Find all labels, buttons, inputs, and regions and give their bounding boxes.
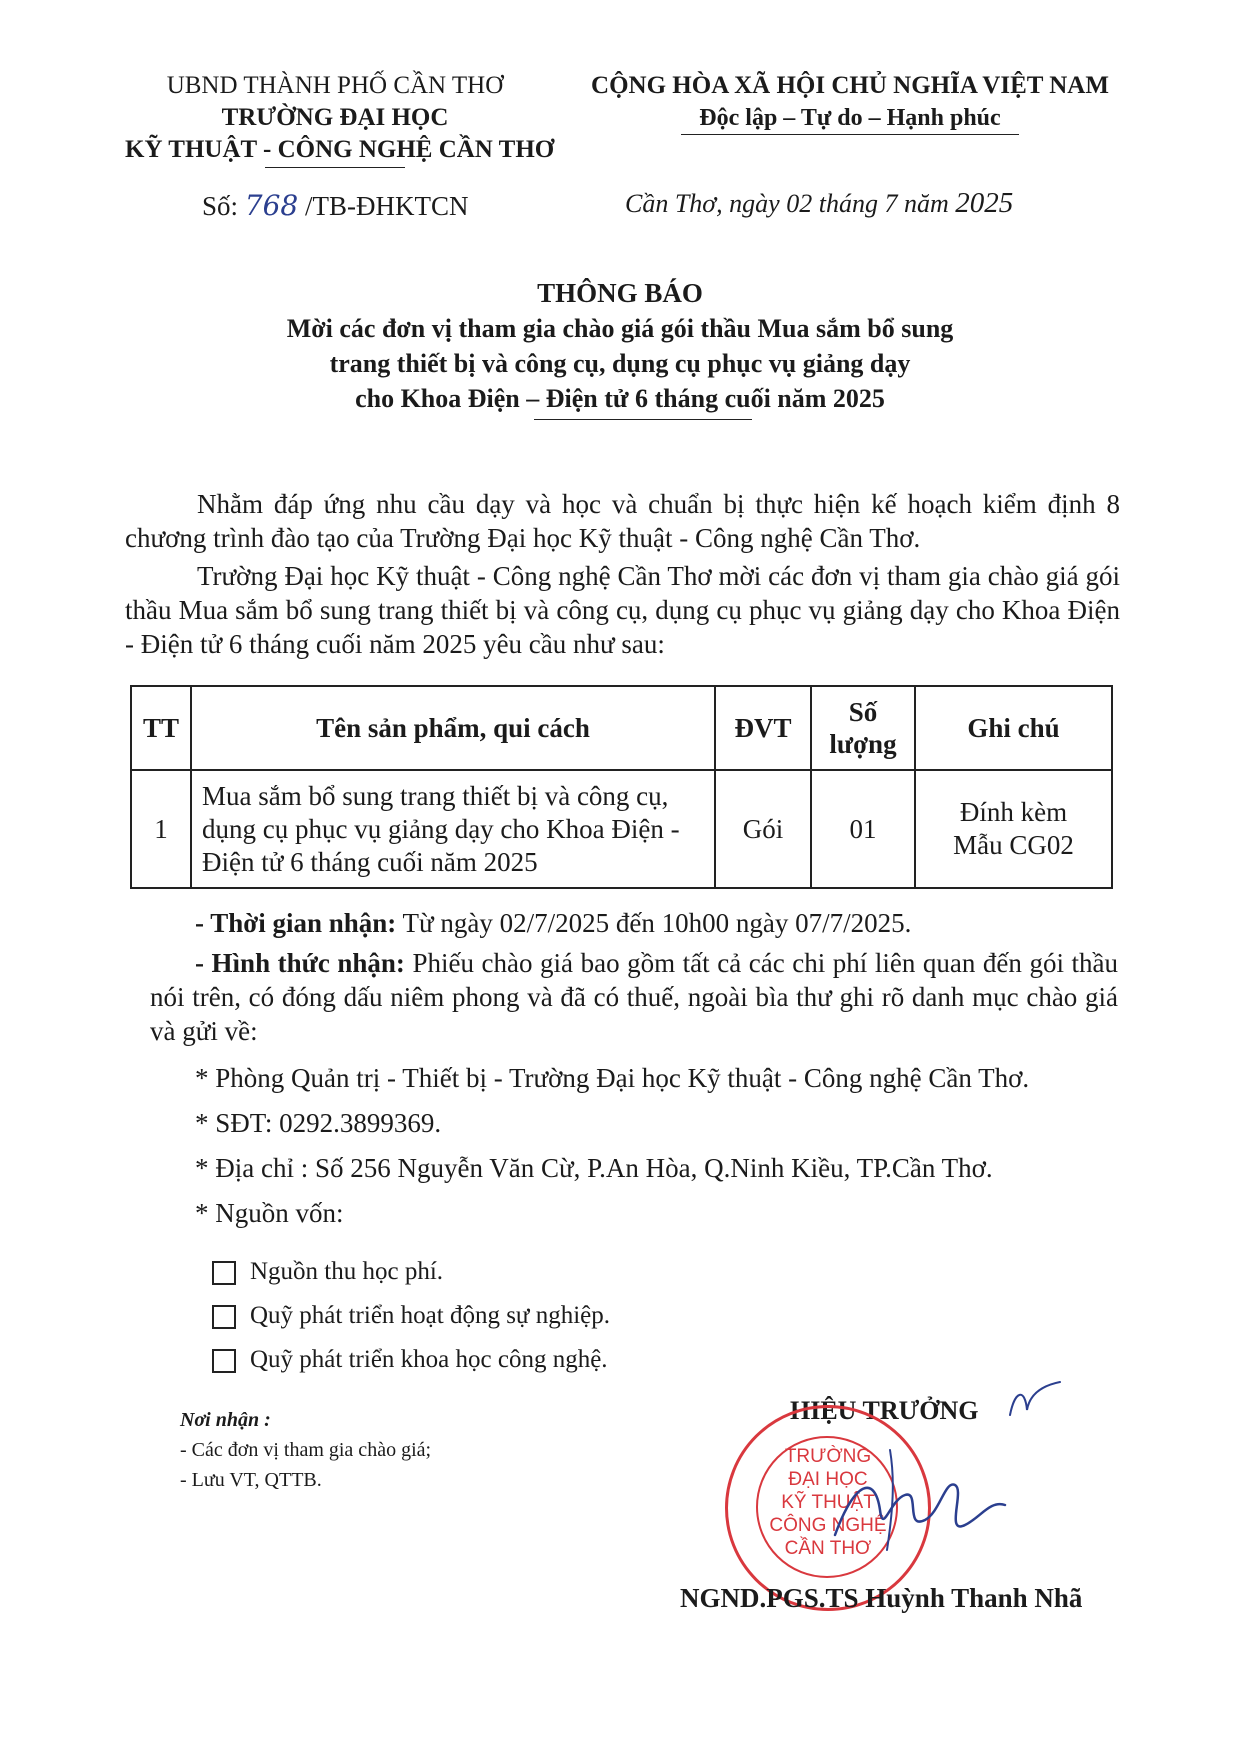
funding-option <box>212 1338 610 1382</box>
doc-number-handwritten: 768 <box>244 189 299 222</box>
checkbox-empty-icon <box>212 1261 236 1285</box>
notice-subtitle-line1: Mời các đơn vị tham gia chào giá gói thầu Mua sắm bổ sung <box>286 314 954 343</box>
header-qty-line1: Số <box>848 697 878 727</box>
initial-mark <box>1005 1380 1065 1425</box>
org-header <box>125 70 555 168</box>
contact-address: * Địa chỉ : Số 256 Nguyễn Văn Cừ, P.An Hòa, Q.Ninh Kiều, TP.Cần Thơ. <box>195 1153 993 1183</box>
date-text: Cần Thơ, ngày 02 tháng 7 năm <box>625 189 949 218</box>
org-name-line1: TRƯỜNG ĐẠI HỌC <box>221 104 449 131</box>
org-underline <box>265 167 405 168</box>
notice-subtitle-line3: cho Khoa Điện – Điện tử 6 tháng cuối năm 2025 <box>355 384 885 413</box>
seal-text-line1: TRƯỜNG <box>784 1446 872 1467</box>
header-qty <box>811 686 915 770</box>
header-qty-line2: lượng <box>829 729 897 759</box>
receive-time <box>195 906 1115 940</box>
org-name-line2: KỸ THUẬT - CÔNG NGHỆ CẦN THƠ <box>125 136 555 163</box>
signer-name: NGND.PGS.TS Huỳnh Thanh Nhã <box>680 1583 1083 1613</box>
invitation-paragraph: Trường Đại học Kỹ thuật - Công nghệ Cần Thơ mời các đơn vị tham gia chào giá gói thầu Mua sắm bổ sung trang thiết bị và công cụ, dụng cụ phục vụ giảng dạy cho Khoa Điện - Điện tử 6 tháng cuối năm 2025 yêu cầu như sau: <box>125 561 1120 659</box>
funding-options <box>212 1250 610 1382</box>
receive-time-label: - Thời gian nhận: <box>195 908 397 938</box>
funding-option-label: Quỹ phát triển khoa học công nghệ. <box>250 1346 608 1373</box>
receive-form-text: Phiếu chào giá bao gồm tất cả các chi phí liên quan đến gói thầu nói trên, có đóng dấu niêm phong và đã có thuế, ngoài bìa thư ghi rõ danh mục chào giá và gửi về: <box>150 948 1118 1046</box>
header-note: Ghi chú <box>915 686 1112 770</box>
document-date <box>625 186 1013 221</box>
seal-text-line5: CẦN THƠ <box>784 1538 872 1559</box>
notice-subtitle-line2: trang thiết bị và công cụ, dụng cụ phục vụ giảng dạy <box>329 349 911 378</box>
items-table <box>130 685 1113 889</box>
notice-title: THÔNG BÁO <box>537 278 703 308</box>
table-header-row <box>131 686 1112 770</box>
recipient-item: - Các đơn vị tham gia chào giá; <box>180 1439 432 1461</box>
funding-option <box>212 1294 610 1338</box>
national-header <box>575 70 1125 135</box>
seal-text-line2: ĐẠI HỌC <box>788 1469 868 1490</box>
checkbox-empty-icon <box>212 1305 236 1329</box>
contact-phone: * SĐT: 0292.3899369. <box>195 1108 442 1138</box>
receive-form <box>150 946 1118 1048</box>
recipients-title: Nơi nhận : <box>180 1409 271 1431</box>
cell-tt: 1 <box>131 770 191 888</box>
intro-paragraph: Nhằm đáp ứng nhu cầu dạy và học và chuẩn bị thực hiện kế hoạch kiểm định 8 chương trình đào tạo của Trường Đại học Kỹ thuật - Công nghệ Cần Thơ. <box>125 489 1120 553</box>
date-year: 2025 <box>955 187 1014 219</box>
table-row <box>131 770 1112 888</box>
cell-qty: 01 <box>811 770 915 888</box>
seal-text-line3: KỸ THUẬT <box>781 1492 875 1513</box>
cell-note-line2: Mẫu CG02 <box>953 830 1074 860</box>
signature-position: HIỆU TRƯỞNG <box>790 1396 979 1425</box>
notice-title-block <box>160 276 1080 416</box>
cell-note-line1: Đính kèm <box>959 797 1068 827</box>
recipients-block <box>180 1405 431 1495</box>
doc-number-suffix: /TB-ĐHKTCN <box>304 191 469 221</box>
seal-text-line4: CÔNG NGHỆ <box>769 1515 887 1536</box>
receive-time-text: Từ ngày 02/7/2025 đến 10h00 ngày 07/7/2025. <box>396 908 912 938</box>
document-number <box>202 189 468 223</box>
checkbox-empty-icon <box>212 1349 236 1373</box>
header-unit: ĐVT <box>715 686 811 770</box>
contact-office: * Phòng Quản trị - Thiết bị - Trường Đại học Kỹ thuật - Công nghệ Cần Thơ. <box>195 1063 1030 1093</box>
national-motto: CỘNG HÒA XÃ HỘI CHỦ NGHĨA VIỆT NAM <box>591 72 1109 99</box>
doc-number-prefix: Số: <box>202 191 239 221</box>
funding-option-label: Nguồn thu học phí. <box>250 1258 444 1285</box>
funding-option <box>212 1250 610 1294</box>
cell-unit: Gói <box>715 770 811 888</box>
slogan-underline <box>681 134 1019 135</box>
org-parent: UBND THÀNH PHỐ CẦN THƠ <box>166 72 504 99</box>
cell-note <box>915 770 1112 888</box>
funding-option-label: Quỹ phát triển hoạt động sự nghiệp. <box>250 1302 611 1329</box>
receive-form-label: - Hình thức nhận: <box>195 948 405 978</box>
header-tt: TT <box>131 686 191 770</box>
header-name: Tên sản phẩm, qui cách <box>191 686 715 770</box>
cell-name: Mua sắm bổ sung trang thiết bị và công cụ, dụng cụ phục vụ giảng dạy cho Khoa Điện - Điện tử 6 tháng cuối năm 2025 <box>191 770 715 888</box>
recipient-item: - Lưu VT, QTTB. <box>180 1469 322 1491</box>
handwritten-signature <box>795 1440 1025 1580</box>
national-slogan: Độc lập – Tự do – Hạnh phúc <box>699 105 1001 131</box>
funding-label: * Nguồn vốn: <box>195 1198 344 1228</box>
title-underline <box>534 419 752 420</box>
